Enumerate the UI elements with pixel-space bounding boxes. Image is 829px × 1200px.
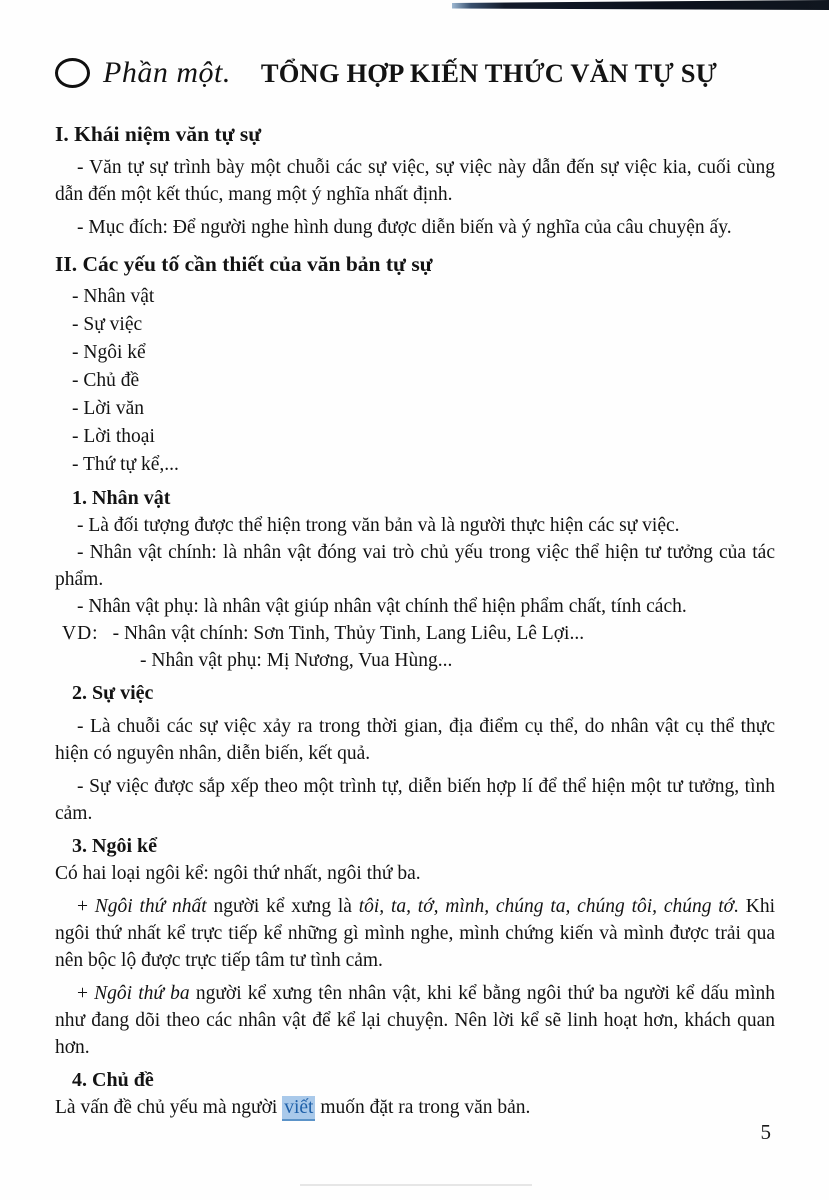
example-main: - Nhân vật chính: Sơn Tinh, Thủy Tinh, Lang Liêu, Lê Lợi...: [112, 623, 585, 644]
example-line-1: [55, 620, 775, 647]
subsection-3-heading: 3. Ngôi kể: [72, 835, 157, 857]
chapter-header: [55, 56, 775, 90]
list-item: - Chủ đề: [72, 370, 140, 391]
elements-list: [55, 283, 775, 479]
subsection-4-paragraph-1: Là vấn đề chủ yếu mà người viết muốn đặt ra trong văn bản.: [55, 1094, 775, 1121]
list-item: - Lời thoại: [72, 426, 155, 447]
bottom-scan-divider: [300, 1184, 532, 1186]
subsection-2-paragraph-1: - Là chuỗi các sự việc xảy ra trong thời gian, địa điểm cụ thể, do nhân vật cụ thể thực hiện có nguyên nhân, diễn biến, kết quả.: [55, 716, 775, 764]
subsection-2-paragraph-2: - Sự việc được sắp xếp theo một trình tự, diễn biến hợp lí để thể hiện một tư tưởng, tình cảm.: [55, 776, 775, 824]
subsection-2-heading: 2. Sự việc: [72, 682, 154, 704]
list-item: - Lời văn: [72, 398, 145, 419]
subsection-4-heading: 4. Chủ đề: [72, 1069, 154, 1091]
list-item: - Ngôi kể: [72, 342, 146, 363]
subsection-1-paragraph-3: - Nhân vật phụ: là nhân vật giúp nhân vật chính thể hiện phẩm chất, tính cách.: [77, 596, 687, 617]
subsection-1-heading: 1. Nhân vật: [72, 487, 171, 509]
list-item: - Nhân vật: [72, 286, 155, 307]
part-label: Phần một.: [103, 56, 231, 89]
example-line-2: - Nhân vật phụ: Mị Nương, Vua Hùng...: [140, 650, 453, 671]
section-1-paragraph-1: - Văn tự sự trình bày một chuỗi các sự việc, sự việc này dẫn đến sự việc kia, cuối cùng dẫn đến một kết thúc, mang một ý nghĩa nhất định.: [55, 157, 775, 205]
part-circle-icon: [55, 58, 90, 88]
page-number: 5: [760, 1120, 771, 1144]
page-content: [55, 0, 775, 1121]
subsection-1-paragraph-2: - Nhân vật chính: là nhân vật đóng vai trò chủ yếu trong việc thể hiện tư tưởng của tác phẩm.: [55, 542, 775, 590]
page-title: TỔNG HỢP KIẾN THỨC VĂN TỰ SỰ: [260, 57, 717, 88]
subsection-3-paragraph-1: Có hai loại ngôi kể: ngôi thứ nhất, ngôi thứ ba.: [55, 863, 421, 884]
subsection-3-paragraph-3: + Ngôi thứ ba người kể xưng tên nhân vật, khi kể bằng ngôi thứ ba người kể dấu mình như đang dõi theo các nhân vật để kể lại chuyện. Nên lời kể sẽ linh hoạt hơn, khách quan hơn.: [55, 983, 775, 1058]
list-item: - Sự việc: [72, 314, 143, 335]
subsection-3-paragraph-2: + Ngôi thứ nhất người kể xưng là tôi, ta, tớ, mình, chúng ta, chúng tôi, chúng tớ. Khi ngôi thứ nhất kể trực tiếp kể những gì mình nghe, mình chứng kiến và mình được trải qua nên bộc lộ được trực tiếp tâm tư tình cảm.: [55, 896, 775, 971]
example-label: VD:: [62, 623, 99, 644]
section-1-heading: I. Khái niệm văn tự sự: [55, 122, 262, 146]
section-2-heading: II. Các yếu tố cần thiết của văn bản tự sự: [55, 252, 433, 276]
subsection-1-paragraph-1: - Là đối tượng được thể hiện trong văn bản và là người thực hiện các sự việc.: [77, 515, 680, 536]
list-item: - Thứ tự kể,...: [72, 454, 179, 475]
section-1-paragraph-2: - Mục đích: Để người nghe hình dung được diễn biến và ý nghĩa của câu chuyện ấy.: [77, 217, 732, 238]
